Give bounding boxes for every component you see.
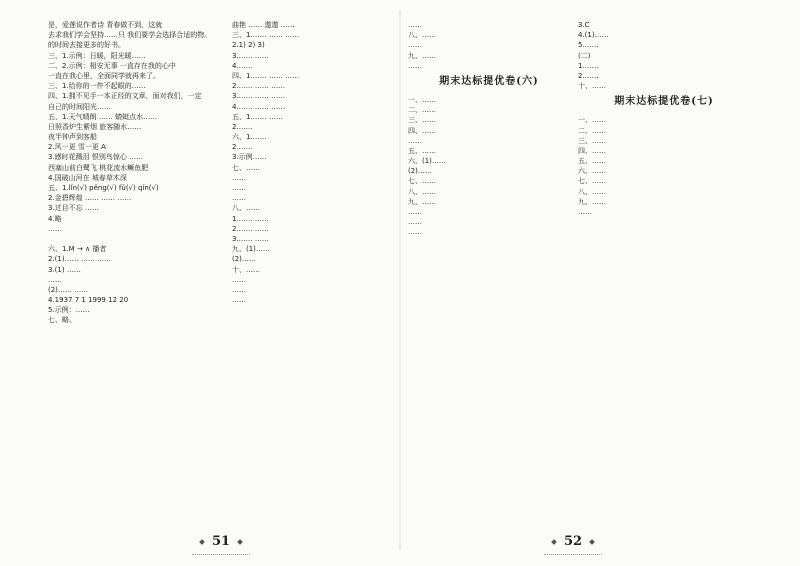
answer-line: 九、……	[408, 197, 436, 206]
answer-line: 去求我们学会坚持……只 我们要学会选择合适的物。	[48, 31, 212, 40]
answer-line: 2.……	[232, 143, 253, 152]
answer-line: 七、略。	[48, 316, 76, 325]
answer-line: 1.…… ……	[232, 214, 269, 223]
answer-line: 八、……	[232, 204, 260, 213]
answer-line: 3.…… ……	[232, 51, 269, 60]
answer-line: 五、1.天气晴朗 …… 蜻蜓点水……	[48, 112, 158, 121]
answer-line: 五、1.lǐn(√) pěng(√) fǔ(√) qín(√)	[48, 184, 159, 192]
answer-line: 是，爱莲说作者诗 青春做不到，这就	[48, 21, 163, 29]
answer-line: ……	[232, 275, 246, 284]
answer-line: 3.感时花溅泪 恨别鸟惊心 ……	[48, 153, 144, 162]
answer-line: ……	[232, 194, 246, 203]
answer-line: 四、1.拥不见手一本正经的文章，面对我们，一定	[48, 92, 202, 101]
answer-line: 2.金碧辉煌 …… …… ……	[48, 194, 132, 203]
answer-line: 2.(1)…… …… ……	[48, 255, 112, 264]
answer-line: ……	[578, 208, 592, 216]
answer-line: 4.……	[232, 61, 253, 70]
answer-line: 十、……	[578, 82, 606, 91]
answer-line: 3.过目不忘 ……	[48, 204, 99, 213]
answer-line: ……	[48, 224, 62, 233]
answer-line: 三、……	[408, 116, 436, 125]
answer-line: ……	[408, 21, 422, 29]
answer-line: 九、……	[408, 51, 436, 60]
answer-line: 3.…… …… ……	[232, 92, 286, 101]
answer-line: 四、……	[578, 146, 606, 155]
answer-line: 六、1.M → ∧ 播者	[48, 245, 107, 254]
answer-line: 3.C	[578, 21, 590, 29]
answer-line: 一、……	[408, 95, 436, 104]
answer-line: 二、……	[408, 106, 436, 115]
answer-line: 日照香炉生紫烟 旅客随水……	[48, 122, 142, 131]
answer-line: 三、1.示例：日暖，阳光暖……	[48, 51, 146, 60]
column-1	[48, 20, 220, 326]
answer-line: 4.…… …… ……	[232, 102, 286, 111]
answer-line: (2)……	[408, 167, 432, 176]
answer-line: 4.略	[48, 214, 62, 223]
answer-line: 九、(1)……	[232, 245, 270, 254]
answer-line: 西塞山前白鹭飞 桃花流水鳜鱼肥	[48, 163, 149, 172]
page-number-52: 52	[563, 534, 583, 549]
answer-line: 五、1.…… ……	[232, 112, 283, 121]
answer-line: 2.风一更 雪一更 A	[48, 143, 106, 152]
answer-line: 2.……	[232, 122, 253, 131]
answer-line: ……	[408, 218, 422, 227]
answer-line: ……	[232, 285, 246, 294]
answer-line: 三、1.给你的一件不起眼的……	[48, 82, 146, 91]
answer-line: 九、……	[578, 197, 606, 206]
answer-line: 4.国破山河在 城春草木深	[48, 173, 127, 182]
answer-line: 3.(1) ……	[48, 265, 81, 274]
answer-line: ……	[48, 275, 62, 284]
answer-line: 四、1.…… …… ……	[232, 71, 300, 80]
right-page-number	[538, 530, 608, 560]
answer-line: 三、1.…… …… ……	[232, 31, 300, 40]
answer-line: 八、……	[578, 187, 606, 196]
answer-line: ……	[232, 296, 246, 305]
answer-line: 夜半钟声到客船	[48, 133, 97, 142]
column-4	[578, 20, 750, 217]
answer-line: 六、1.……	[232, 133, 267, 142]
answer-line: 1.……	[578, 61, 599, 70]
left-page-number	[186, 530, 256, 560]
answer-line: 四、……	[408, 126, 436, 135]
answer-line: 一、……	[578, 116, 606, 125]
answer-line: 2.1) 2) 3)	[232, 41, 265, 50]
answer-line: 4.(1)……	[578, 31, 609, 40]
answer-line: 七、……	[232, 163, 260, 172]
answer-line: 五、……	[578, 157, 606, 166]
answer-line: 二、……	[578, 126, 606, 135]
answer-line: 2.…… ……	[232, 224, 269, 233]
answer-line: 七、……	[578, 177, 606, 186]
answer-line: 的时间去接更多的好书。	[48, 41, 125, 50]
answer-line: 三、……	[578, 136, 606, 145]
answer-line: ……	[408, 208, 422, 216]
answer-line: 二、2.示例：相安无事 一直存在我的心中	[48, 61, 176, 70]
section-title: 期末达标提优卷(六)	[439, 75, 539, 87]
answer-line: 八、……	[408, 31, 436, 40]
answer-line: 一直在我心里，全面同学就再来了。	[48, 71, 160, 80]
page-number-51: 51	[211, 534, 231, 549]
answer-line: 五、……	[408, 146, 436, 155]
answer-line: 5.……	[578, 41, 599, 50]
column-3	[408, 20, 570, 238]
answer-line: (2)……	[232, 255, 256, 264]
answer-line: (2)…… ……	[48, 285, 89, 294]
answer-line: ……	[232, 184, 246, 192]
answer-line: 2.…… …… ……	[232, 82, 286, 91]
answer-line: 曲艳 …… 遨遨 ……	[232, 21, 295, 29]
section-title: 期末达标提优卷(七)	[614, 96, 714, 108]
answer-line: 5.示例：……	[48, 306, 90, 315]
answer-line: 2.……	[578, 71, 599, 80]
answer-line: 4.1937 7 1 1999 12 20	[48, 296, 129, 305]
answer-line: 六、……	[578, 167, 606, 176]
answer-line: ……	[408, 136, 422, 145]
answer-line: ……	[232, 173, 246, 182]
answer-line: 七、……	[408, 177, 436, 186]
answer-line: (二)	[578, 51, 591, 60]
answer-line: 3.…… ……	[232, 234, 269, 243]
answer-line: ……	[408, 61, 422, 70]
column-2	[232, 20, 400, 305]
answer-line	[48, 234, 220, 244]
answer-line: ……	[408, 228, 422, 237]
answer-line: ……	[408, 41, 422, 50]
answer-line: 自己的时间阳光……	[48, 102, 111, 111]
answer-line: 3.示例……	[232, 153, 267, 162]
answer-line: 八、……	[408, 187, 436, 196]
answer-line: 六、(1)……	[408, 157, 446, 166]
answer-line: 十、……	[232, 265, 260, 274]
